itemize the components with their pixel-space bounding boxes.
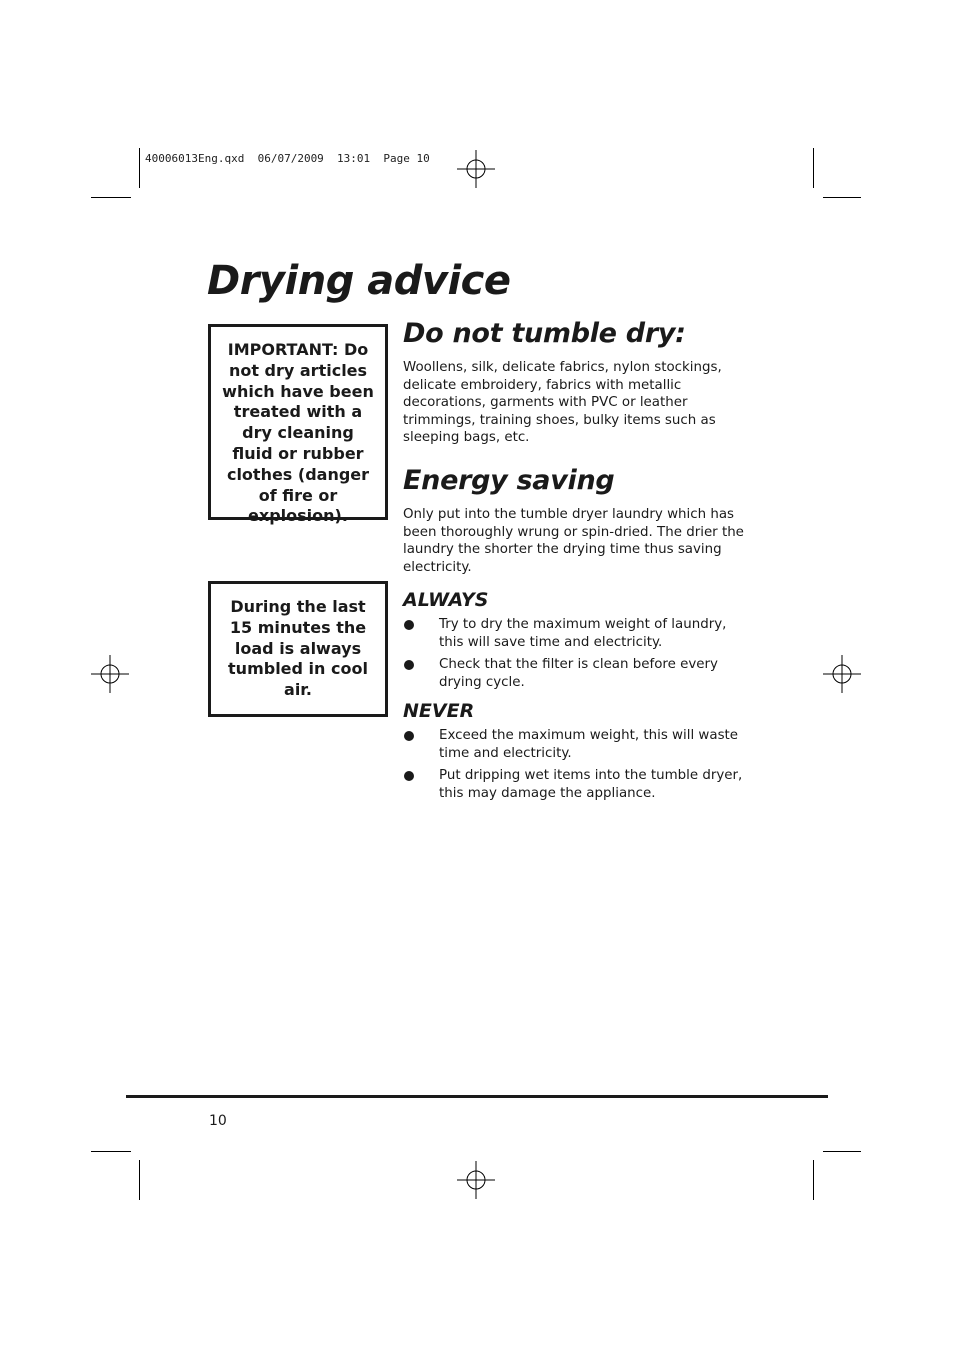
- do-not-tumble-section: [403, 318, 748, 447]
- never-heading: NEVER: [403, 700, 475, 722]
- always-list: [403, 616, 748, 691]
- crop-mark: [139, 148, 140, 188]
- registration-mark-icon: [91, 655, 129, 693]
- registration-mark-icon: [457, 150, 495, 188]
- list-item: [403, 616, 748, 651]
- list-item-text: Put dripping wet items into the tumble dryer, this may damage the appliance.: [439, 768, 743, 801]
- bullet-icon: [404, 620, 414, 630]
- crop-mark: [823, 197, 861, 198]
- footer-rule: [126, 1095, 828, 1098]
- crop-mark: [813, 148, 814, 188]
- crop-mark: [91, 1151, 131, 1152]
- registration-mark-icon: [457, 1161, 495, 1199]
- crop-mark: [823, 1151, 861, 1152]
- important-warning-text: IMPORTANT: Do not dry articles which have been treated with a dry cleaning fluid or rubber clothes (danger of fire or explosion).: [222, 340, 374, 526]
- crop-mark: [91, 197, 131, 198]
- crop-mark: [139, 1160, 140, 1200]
- energy-saving-text: Only put into the tumble dryer laundry which has been thoroughly wrung or spin-dried. The drier the laundry the shorter the drying time thus saving electricity.: [403, 507, 744, 575]
- list-item-text: Check that the filter is clean before every drying cycle.: [439, 657, 718, 690]
- do-not-tumble-heading: Do not tumble dry:: [403, 318, 686, 349]
- bullet-icon: [404, 731, 414, 741]
- important-warning-box: [208, 324, 388, 526]
- always-section: [403, 589, 748, 696]
- never-section: [403, 700, 748, 807]
- list-item: [403, 767, 748, 802]
- bullet-icon: [404, 771, 414, 781]
- printer-slug: 40006013Eng.qxd 06/07/2009 13:01 Page 10: [145, 152, 430, 165]
- page-number: 10: [209, 1113, 227, 1129]
- energy-saving-section: [403, 465, 748, 576]
- list-item-text: Try to dry the maximum weight of laundry, this will save time and electricity.: [439, 617, 727, 650]
- cool-air-note-text: During the last 15 minutes the load is always tumbled in cool air.: [228, 597, 368, 700]
- always-heading: ALWAYS: [403, 589, 489, 611]
- page-title: Drying advice: [207, 258, 511, 304]
- crop-mark: [813, 1160, 814, 1200]
- energy-saving-heading: Energy saving: [403, 465, 615, 496]
- cool-air-note-box: [208, 581, 388, 717]
- list-item: [403, 727, 748, 762]
- list-item-text: Exceed the maximum weight, this will waste time and electricity.: [439, 728, 739, 761]
- do-not-tumble-text: Woollens, silk, delicate fabrics, nylon stockings, delicate embroidery, fabrics with metallic decorations, garments with PVC or leather trimmings, training shoes, bulky items such as sleeping bags, etc.: [403, 360, 722, 446]
- never-list: [403, 727, 748, 802]
- registration-mark-icon: [823, 655, 861, 693]
- bullet-icon: [404, 660, 414, 670]
- list-item: [403, 656, 748, 691]
